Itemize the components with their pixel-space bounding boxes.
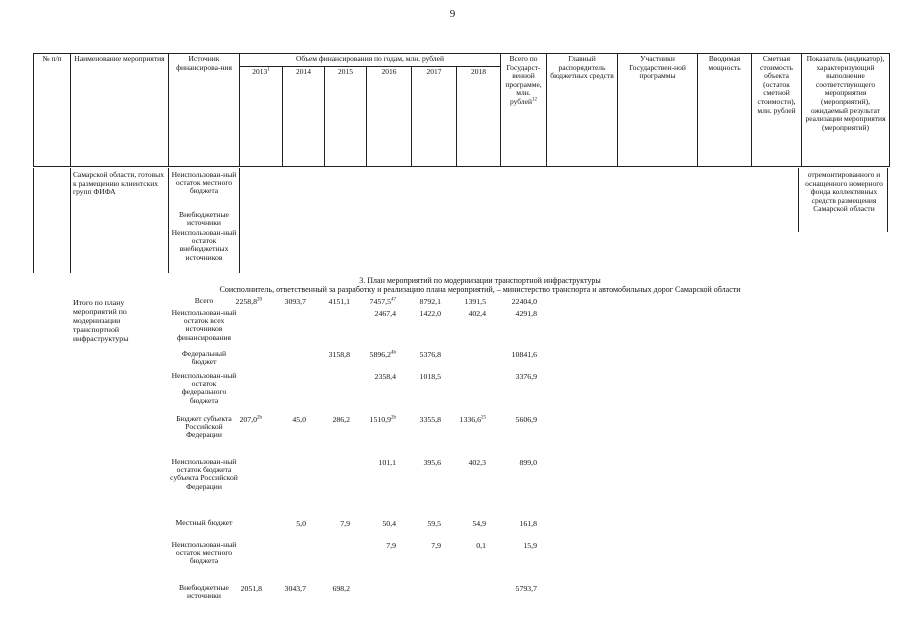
header-year-2014: 2014 (283, 67, 325, 167)
carry-over-source-3: Неиспользован-ный остаток внебюджетных источников (171, 228, 237, 262)
row-value-year-2015: 698,2 (332, 584, 350, 593)
carry-over-source-1: Неиспользован-ный остаток местного бюджета (171, 170, 237, 196)
row-source: Неиспользован-ный остаток бюджета субъекта Российской Федерации (170, 457, 238, 491)
row-value-year-2015: 7,9 (340, 519, 350, 528)
border-col3 (239, 168, 240, 273)
carry-over-source-2: Внебюджетные источники (179, 210, 229, 228)
row-source: Неиспользован-ный остаток федерального бюджета (171, 371, 237, 405)
row-value-year-2016: $1510,9^{2b}$ (369, 415, 396, 424)
row-value-year-2017: 3355,8 (419, 415, 441, 424)
row-value-year-2014: 45,0 (292, 415, 306, 424)
row-value-year-2014: 3093,7 (284, 297, 306, 306)
row-source: Федеральный бюджет (181, 349, 227, 367)
row-value-year-2018: 1336,6$^{25}$ (459, 415, 486, 424)
header-source: Источник финансирова-ния (169, 54, 240, 167)
row-value-year-2016: 2358,4 (374, 372, 396, 381)
row-value-year-2016: 7457,5$^{47}$ (369, 297, 396, 306)
header-funding-group: Объем финансирования по годам, млн. рублей (240, 54, 501, 67)
row-value-year-2018: 0,1 (476, 541, 486, 550)
row-value-year-2016: $5896,2^{4b}$ (369, 350, 396, 359)
header-table (33, 53, 890, 167)
header-indicator: Показатель (индикатор), характеризующий выполнение соответствующего мероприятия (мероприятий), ожидаемый результат реализации мероприятия (мероприятий) (802, 54, 890, 167)
row-value-year-2017: 1422,0 (419, 309, 441, 318)
row-source: Неиспользован-ный остаток местного бюджета (171, 540, 237, 566)
header-year-2018: 2018 (457, 67, 501, 167)
header-year-2013: 2013$^1$ (240, 67, 283, 167)
row-value-year-2016: 101,1 (378, 458, 396, 467)
row-value-year-2017: 7,9 (431, 541, 441, 550)
row-value-year-2013: $207,0^{2b}$ (239, 415, 262, 424)
row-value-total: 899,0 (519, 458, 537, 467)
page-number: 9 (449, 8, 456, 20)
header-year-2017: 2017 (412, 67, 457, 167)
header-num: № п/п (34, 54, 71, 167)
row-value-year-2018: 402,4 (468, 309, 486, 318)
section-title: 3. План мероприятий по модернизации транспортной инфраструктуры (359, 276, 601, 285)
row-value-total: 15,9 (523, 541, 537, 550)
row-value-year-2013: 2051,8 (240, 584, 262, 593)
row-source: Всего (194, 296, 214, 305)
row-value-year-2016: 7,9 (386, 541, 396, 550)
carry-over-name: Самарской области, готовых к размещению клиентских групп ФИФА (73, 170, 164, 197)
border-col1 (70, 168, 71, 273)
row-value-year-2015: 4151,1 (328, 297, 350, 306)
row-value-year-2013: 2258,8$^{20}$ (235, 297, 262, 306)
row-value-year-2018: 54,9 (472, 519, 486, 528)
row-value-year-2014: 3043,7 (284, 584, 306, 593)
row-source: Бюджет субъекта Российской Федерации (176, 414, 232, 440)
row-value-total: 5793,7 (515, 584, 537, 593)
header-year-2015: 2015 (325, 67, 367, 167)
section-executor: Соисполнитель, ответственный за разработку и реализацию плана мероприятий, – министерство транспорта и автомобильных дорог Самарской области (219, 285, 741, 294)
row-source: Внебюджетные источники (179, 583, 229, 601)
border-left (33, 168, 34, 273)
row-value-year-2017: 5376,8 (419, 350, 441, 359)
row-source: Местный бюджет (175, 518, 233, 527)
header-total: Всего по Государст-венной программе, млн. рублей$^{12}$ (501, 54, 547, 167)
row-value-total: 22404,0 (511, 297, 537, 306)
row-value-year-2017: 395,6 (423, 458, 441, 467)
row-value-year-2017: 59,5 (427, 519, 441, 528)
row-value-year-2017: 8792,1 (419, 297, 441, 306)
row-value-year-2014: 5,0 (296, 519, 306, 528)
row-value-total: 161,8 (519, 519, 537, 528)
row-value-total: 10841,6 (511, 350, 537, 359)
row-value-total: 5606,9 (515, 415, 537, 424)
row-value-year-2016: 2467,4 (374, 309, 396, 318)
total-row-name: Итого по плану мероприятий по модернизации транспортной инфраструктуры (73, 298, 129, 343)
row-value-total: 4291,8 (515, 309, 537, 318)
row-value-year-2018: 1391,5 (464, 297, 486, 306)
row-value-year-2018: 402,3 (468, 458, 486, 467)
header-estimate: Сметная стоимость объекта (остаток сметной стоимости), млн. рублей (752, 54, 802, 167)
row-value-year-2017: 1018,5 (419, 372, 441, 381)
header-capacity: Вводимая мощность (698, 54, 752, 167)
header-year-2016: 2016 (367, 67, 412, 167)
header-name: Наименование мероприятия (71, 54, 169, 167)
carry-over-indicator: отремонтированного и оснащенного номерного фонда коллективных средств размещения Самарской области (805, 170, 883, 214)
row-value-year-2016: 50,4 (382, 519, 396, 528)
row-value-year-2015: 3158,8 (328, 350, 350, 359)
border-col-ind (798, 168, 799, 232)
row-value-total: 3376,9 (515, 372, 537, 381)
row-value-year-2015: 286,2 (332, 415, 350, 424)
row-source: Неиспользован-ный остаток всех источников финансирования (171, 308, 237, 342)
header-participants: Участники Государствен-ной программы (618, 54, 698, 167)
header-admin: Главный распорядитель бюджетных средств (547, 54, 618, 167)
